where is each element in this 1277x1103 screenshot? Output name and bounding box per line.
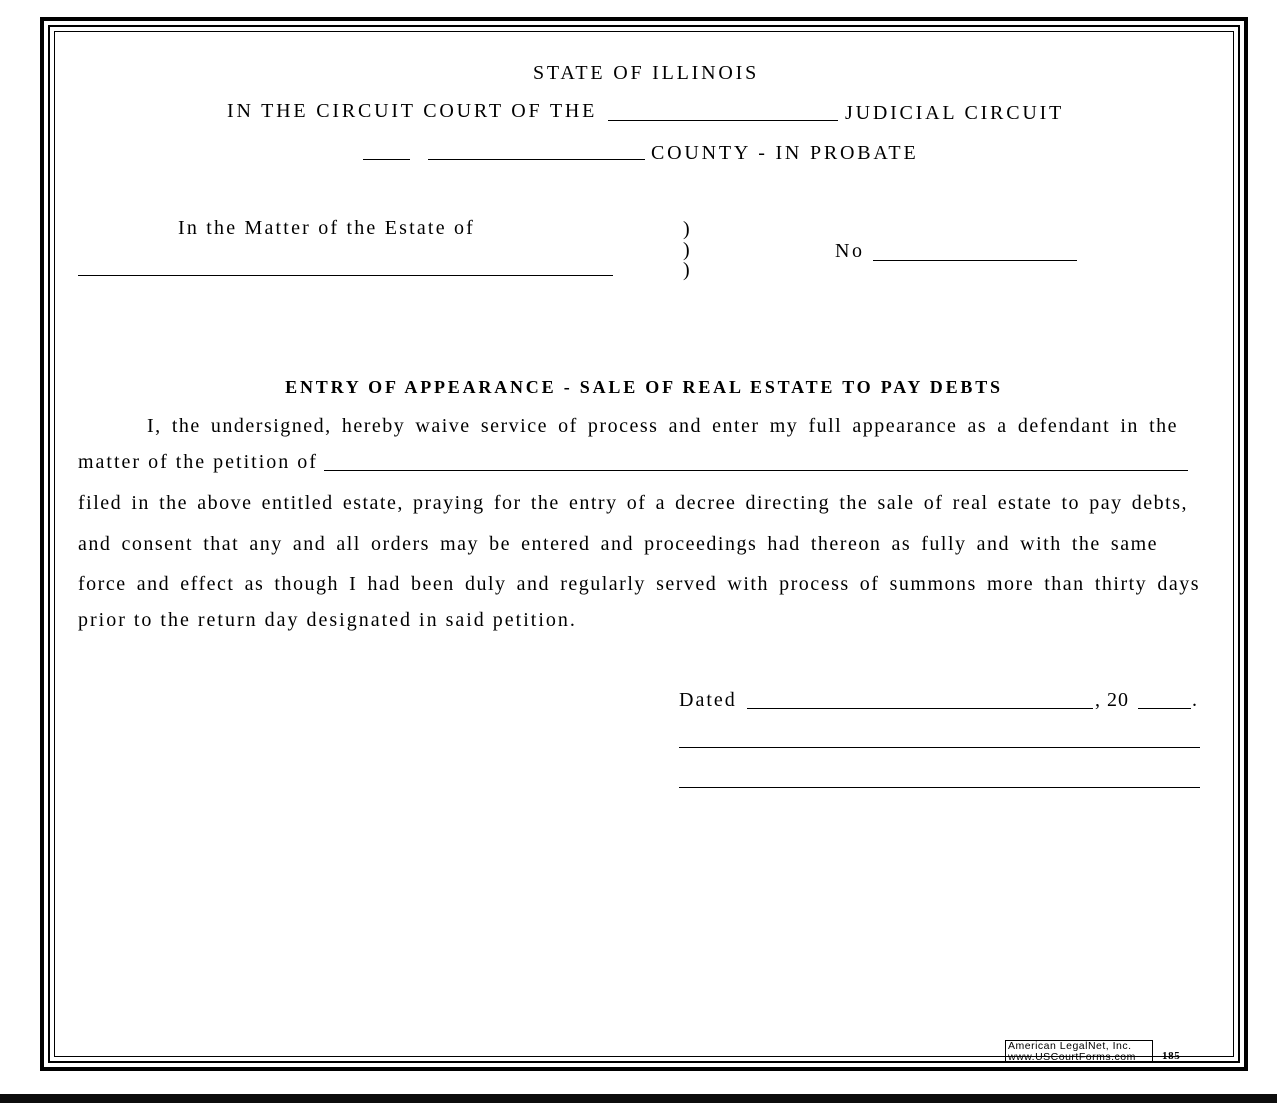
signature-line — [679, 747, 1200, 748]
court-heading-prefix: IN THE CIRCUIT COURT OF THE — [227, 100, 598, 122]
body-line-2 — [78, 452, 1188, 472]
publisher-name: American LegalNet, Inc. — [1008, 1040, 1132, 1052]
body-line-6: prior to the return day designated in said petition. — [78, 609, 577, 631]
body-line-5: force and effect as though I had been duly and regularly served with process of summons more than thirty days — [78, 573, 1200, 595]
county-name-blank-start — [363, 159, 410, 160]
publisher-box — [1005, 1040, 1153, 1063]
body-line-2-text: matter of the petition of — [78, 451, 318, 473]
signature-address-line — [679, 787, 1200, 788]
scan-edge-bar — [0, 1094, 1277, 1103]
county-name-blank-end — [428, 159, 645, 160]
state-heading: STATE OF ILLINOIS — [533, 62, 759, 84]
case-number-blank — [873, 260, 1077, 261]
court-heading-suffix: JUDICIAL CIRCUIT — [845, 102, 1065, 124]
form-number: 185 — [1162, 1050, 1181, 1062]
petitioner-name-blank — [324, 452, 1188, 471]
body-line-1: I, the undersigned, hereby waive service of process and enter my full appearance as a defendant in the — [147, 415, 1178, 437]
body-line-4: and consent that any and all orders may be entered and proceedings had thereon as fully and with the same — [78, 533, 1158, 555]
date-blank — [747, 708, 1093, 709]
dated-period: . — [1192, 689, 1197, 711]
publisher-website: www.USCourtForms.com — [1008, 1050, 1136, 1063]
caption-paren-2: ) — [683, 239, 690, 261]
judicial-circuit-blank — [608, 120, 838, 121]
year-blank — [1138, 708, 1191, 709]
estate-name-blank — [78, 275, 613, 276]
caption-paren-3: ) — [683, 259, 690, 281]
dated-label: Dated — [679, 689, 737, 711]
case-number-label: No — [835, 240, 865, 262]
body-line-3: filed in the above entitled estate, praying for the entry of a decree directing the sale of real estate to pay debts, — [78, 492, 1188, 514]
document-title: ENTRY OF APPEARANCE - SALE OF REAL ESTATE TO PAY DEBTS — [285, 377, 1003, 397]
year-prefix: , 20 — [1095, 689, 1129, 711]
county-heading: COUNTY - IN PROBATE — [651, 142, 919, 164]
estate-matter-label: In the Matter of the Estate of — [178, 217, 476, 239]
caption-paren-1: ) — [683, 218, 690, 240]
